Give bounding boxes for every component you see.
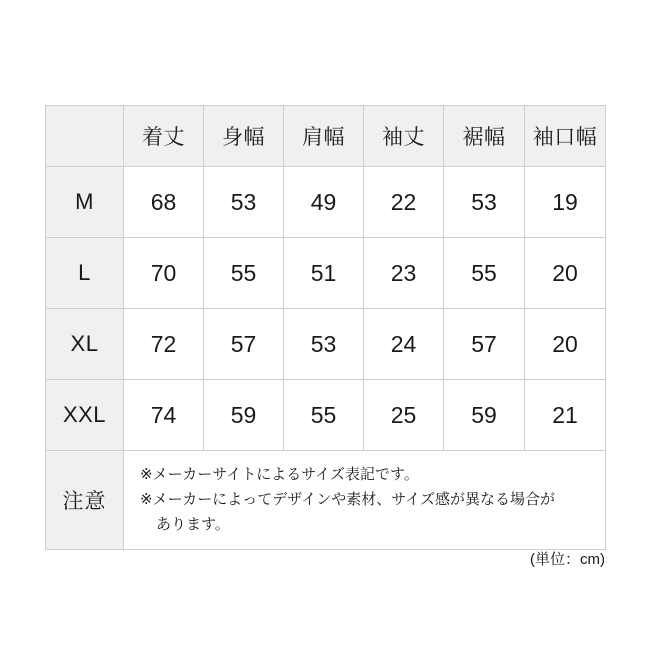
size-table-container [45,105,605,550]
column-header-chest: 身幅 [204,106,284,167]
cell-m-length: 68 [124,167,204,238]
cell-xl-chest: 57 [204,309,284,380]
table-note-row [46,451,606,550]
table-header-row [46,106,606,167]
unit-note: (単位：cm) [530,551,605,568]
cell-xl-cuff: 20 [525,309,606,380]
note-label: 注意 [46,451,124,550]
cell-m-sleeve: 22 [364,167,444,238]
note-line-2: ※メーカーによってデザインや素材、サイズ感が異なる場合が [140,490,556,508]
cell-l-shoulder: 51 [284,238,364,309]
size-table [45,105,606,550]
cell-xxl-chest: 59 [204,380,284,451]
cell-m-cuff: 19 [525,167,606,238]
column-header-cuff: 袖口幅 [525,106,606,167]
row-label-m: M [46,167,124,238]
cell-xl-shoulder: 53 [284,309,364,380]
table-row [46,380,606,451]
cell-m-chest: 53 [204,167,284,238]
cell-l-cuff: 20 [525,238,606,309]
cell-xl-hem: 57 [444,309,525,380]
column-header-shoulder: 肩幅 [284,106,364,167]
cell-l-hem: 55 [444,238,525,309]
cell-xxl-hem: 59 [444,380,525,451]
cell-l-length: 70 [124,238,204,309]
cell-m-shoulder: 49 [284,167,364,238]
note-line-3: あります。 [156,515,230,533]
cell-xl-sleeve: 24 [364,309,444,380]
note-body [124,451,606,550]
row-label-xxl: XXL [46,380,124,451]
cell-l-sleeve: 23 [364,238,444,309]
cell-xxl-sleeve: 25 [364,380,444,451]
cell-l-chest: 55 [204,238,284,309]
cell-xxl-shoulder: 55 [284,380,364,451]
column-header-hem: 裾幅 [444,106,525,167]
table-row [46,167,606,238]
row-label-l: L [46,238,124,309]
cell-xl-length: 72 [124,309,204,380]
row-label-xl: XL [46,309,124,380]
cell-xxl-cuff: 21 [525,380,606,451]
table-corner-cell [46,106,124,167]
note-line-1: ※メーカーサイトによるサイズ表記です。 [140,466,419,483]
table-row [46,309,606,380]
column-header-length: 着丈 [124,106,204,167]
table-row [46,238,606,309]
cell-xxl-length: 74 [124,380,204,451]
column-header-sleeve: 袖丈 [364,106,444,167]
cell-m-hem: 53 [444,167,525,238]
